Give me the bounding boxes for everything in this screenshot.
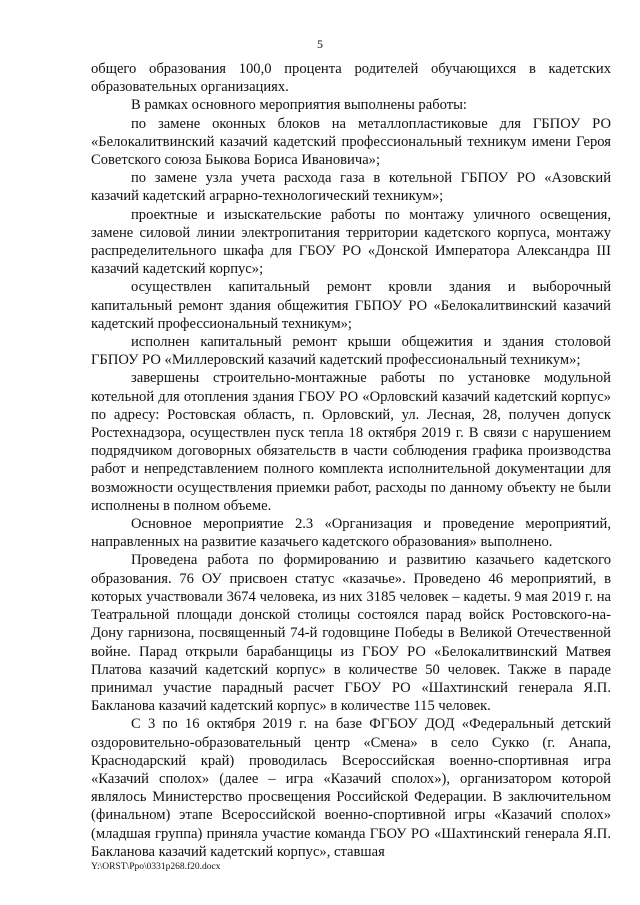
paragraph-dormitory-repair: исполнен капитальный ремонт крыши общежития и здания столовой ГБПОУ РО «Миллеровский казачий кадетский профессиональный техникум»;: [91, 334, 611, 369]
paragraph-kazachiy-spolokh: С 3 по 16 октября 2019 г. на базе ФГБОУ ДОД «Федеральный детский оздоровительно-образовательный центр «Смена» в село Сукко (г. Анапа, Краснодарский край) проводилась Всероссийская военно-спортивная игра «Казачий сполох» (далее – игра «Казачий сполох»), организатором которой являлось Министерство просвещения Российской Федерации. В заключительном (финальном) этапе Всероссийской военно-спортивной игры «Казачий сполох» (младшая группа) приняла участие команда ГБОУ РО «Шахтинский генерала Я.П. Бакланова казачий кадетский корпус», ставшая: [91, 716, 611, 860]
paragraph-roof-repair: осуществлен капитальный ремонт кровли здания и выборочный капитальный ремонт здания общежития ГБПОУ РО «Белокалитвинский казачий кадетский профессиональный техникум»;: [91, 279, 611, 332]
paragraph-gas-meter: по замене узла учета расхода газа в котельной ГБПОУ РО «Азовский казачий кадетский аграрно-технологический техникум»;: [91, 170, 611, 205]
paragraph-cadet-education: Проведена работа по формированию и развитию казачьего кадетского образования. 76 ОУ присвоен статус «казачье». Проведено 46 мероприятий, в которых участвовали 3674 человека, из них 3185 человек – кадеты. 9 мая 2019 г. на Театральной площади донской столицы состоялся парад войск Ростовского-на-Дону гарнизона, посвященный 74-й годовщине Победы в Великой Отечественной войне. Парад открыли барабанщицы из ГБОУ РО «Белокалитвинский Матвея Платова казачий кадетский корпус» в количестве 50 человек. Также в параде принимал участие парадный расчет ГБОУ РО «Шахтинский генерала Я.П. Бакланова казачий кадетский корпус» в количестве 115 человек.: [91, 552, 611, 715]
paragraph-boiler-installation: завершены строительно-монтажные работы по установке модульной котельной для отопления здания ГБОУ РО «Орловский казачий кадетский корпус» по адресу: Ростовская область, п. Орловский, ул. Лесная, 28, получен допуск Ростехнадзора, осуществлен пуск тепла 18 октября 2019 г. В связи с нарушением подрядчиком договорных обязательств в части соблюдения графика производства работ и непредставлением полного комплекта исполнительной документации для возможности осуществления приемки работ, расходы по данному объекту не были исполнены в полном объеме.: [91, 370, 611, 514]
footer-file-path: Y:\ORST\Ppo\0331p268.f20.docx: [91, 862, 221, 872]
paragraph-main-activity-2-3: Основное мероприятие 2.3 «Организация и проведение мероприятий, направленных на развитие казачьего кадетского образования» выполнено.: [91, 516, 611, 551]
paragraph-continuation: общего образования 100,0 процента родителей обучающихся в кадетских образовательных организациях.: [91, 61, 611, 96]
paragraph-works-intro: В рамках основного мероприятия выполнены работы:: [131, 97, 467, 114]
paragraph-lighting-works: проектные и изыскательские работы по монтажу уличного освещения, замене силовой линии электропитания территории кадетского корпуса, монтажу распределительного шкафа для ГБОУ РО «Донской Императора Александра III казачий кадетский корпус»;: [91, 206, 611, 278]
page-number: 5: [317, 37, 323, 51]
document-body: [91, 60, 611, 861]
paragraph-windows-replacement: по замене оконных блоков на металлопластиковые для ГБПОУ РО «Белокалитвинский казачий кадетский профессиональный техникум имени Героя Советского союза Быкова Бориса Ивановича»;: [91, 115, 611, 169]
